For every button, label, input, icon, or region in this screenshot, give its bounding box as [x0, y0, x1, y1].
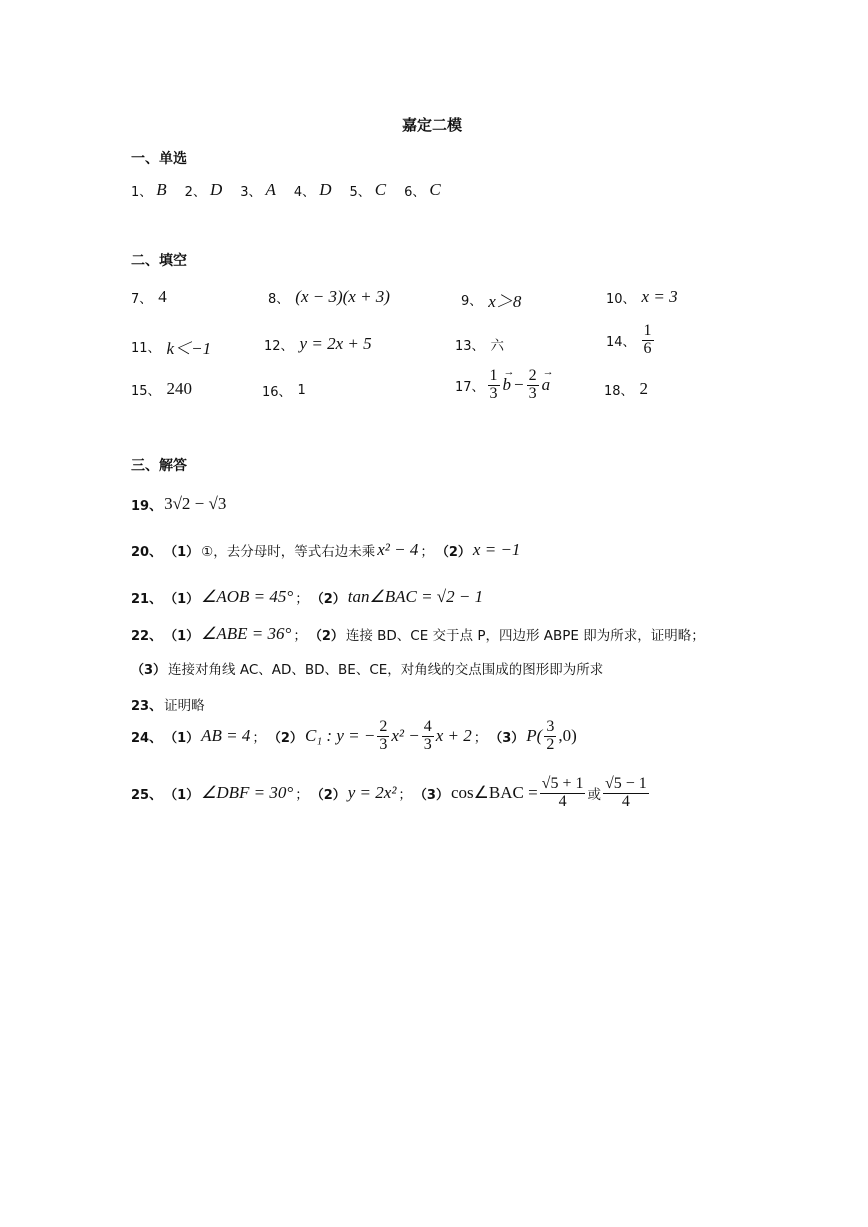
question-number: 5、 [349, 184, 371, 200]
solve-item-23 [131, 694, 205, 714]
separator: ； [295, 787, 309, 804]
part-label: （1） [164, 591, 200, 607]
section-heading-single-choice: 一、单选 [131, 151, 187, 167]
denominator: 4 [621, 792, 630, 810]
conjunction-text: 或 [587, 787, 601, 804]
math-expression: x² − 4 [377, 540, 419, 559]
answer: D [319, 180, 332, 199]
answer: C [429, 180, 441, 199]
solve-item-24 [131, 719, 577, 754]
question-number: 12、 [264, 338, 294, 354]
fraction [603, 776, 649, 811]
separator: ； [420, 544, 434, 560]
question-number: 15、 [131, 383, 161, 399]
separator: ； [295, 591, 309, 607]
math-expression: tan∠BAC = √2 − 1 [347, 587, 484, 606]
vector-a [541, 366, 554, 395]
vector-b [502, 366, 515, 395]
numerator: 3 [546, 718, 555, 735]
answer: k＜−1 [166, 339, 212, 358]
fill-item-14 [606, 323, 654, 358]
fraction [422, 719, 434, 754]
part-label: （2） [435, 544, 471, 560]
question-number: 2、 [184, 184, 206, 200]
numerator: 2 [379, 718, 388, 735]
separator: ； [293, 628, 307, 644]
part-label: （2） [267, 730, 303, 746]
question-number: 6、 [404, 184, 426, 200]
question-number: 20、 [131, 544, 163, 560]
fraction [642, 323, 654, 358]
question-number: 9、 [461, 294, 483, 309]
question-number: 13、 [455, 338, 485, 354]
math-expression: ,0) [558, 726, 577, 746]
single-choice-row [131, 180, 441, 200]
answer-text: 连接对角线 AC、AD、BD、BE、CE，对角线的交点围成的图形即为所求 [168, 662, 604, 678]
part-label: （1） [164, 544, 200, 560]
answer: y = 2x + 5 [299, 334, 372, 353]
question-number: 23、 [131, 698, 163, 714]
question-number: 19、 [131, 498, 163, 514]
part-label: （1） [164, 730, 200, 746]
answer: 3√2 − √3 [164, 494, 227, 513]
math-expression: x = −1 [472, 540, 521, 559]
question-number: 17、 [455, 379, 485, 395]
math-expression: y = 2x² [347, 783, 397, 803]
question-number: 14、 [606, 334, 636, 350]
answer: x＞8 [488, 292, 522, 311]
answer: x = 3 [641, 287, 678, 306]
denominator: 3 [379, 735, 388, 753]
answer: 4 [158, 287, 167, 306]
solve-item-20 [131, 540, 520, 560]
vector-arrow-icon: → [503, 366, 515, 379]
question-number: 7、 [131, 291, 153, 307]
fill-item-9 [461, 287, 521, 312]
fill-item-10 [606, 287, 678, 307]
fill-item-17 [455, 366, 554, 403]
section-heading-solve: 三、解答 [131, 458, 187, 474]
answer: C [374, 180, 387, 199]
part-label: （2） [310, 787, 346, 803]
answer: 六 [490, 338, 505, 354]
fill-item-15 [131, 379, 192, 399]
part-label: （3） [489, 730, 525, 746]
math-expression: P( [526, 726, 543, 746]
math-expression: C₁ : y = − [304, 726, 376, 746]
answer: A [265, 180, 276, 199]
denominator: 4 [558, 792, 567, 810]
vector-symbol: a [541, 375, 551, 395]
fill-item-8 [268, 287, 390, 307]
solve-item-22 [131, 624, 705, 644]
part-label: （1） [164, 787, 200, 803]
fill-item-11 [131, 334, 211, 359]
math-expression: cos∠BAC = [450, 783, 538, 803]
numerator: 4 [423, 718, 432, 735]
part-label: （1） [164, 628, 200, 644]
fill-item-12 [264, 334, 372, 354]
fraction [540, 776, 586, 811]
part-label: （3） [131, 662, 167, 678]
question-number: 18、 [604, 383, 634, 399]
part-label: （3） [413, 787, 449, 803]
question-number: 21、 [131, 591, 163, 607]
answer: 240 [166, 379, 193, 398]
operator: − [514, 375, 524, 395]
question-number: 8、 [268, 291, 290, 307]
question-number: 16、 [262, 385, 292, 400]
solve-item-21 [131, 587, 483, 607]
vector-arrow-icon: → [542, 366, 554, 379]
math-expression: x² − [391, 726, 420, 746]
fill-item-16 [262, 381, 306, 400]
question-number: 11、 [131, 341, 161, 356]
solve-item-19 [131, 494, 226, 514]
numerator: 1 [643, 322, 652, 339]
denominator: 2 [546, 735, 555, 753]
answer: (x − 3)(x + 3) [295, 287, 390, 306]
math-expression: x + 2 [435, 726, 472, 746]
fraction [377, 719, 389, 754]
answer-text: 连接 BD、CE 交于点 P，四边形 ABPE 即为所求，证明略； [345, 628, 705, 644]
solve-item-22-part3 [131, 658, 603, 678]
denominator: 3 [489, 384, 498, 402]
answer: D [209, 180, 223, 199]
question-number: 4、 [293, 184, 316, 200]
separator: ； [473, 730, 488, 747]
denominator: 3 [423, 735, 432, 753]
fraction [544, 719, 556, 754]
fill-item-18 [604, 379, 648, 399]
numerator: √5 + 1 [541, 775, 584, 792]
question-number: 10、 [606, 291, 636, 307]
answer-text: 证明略 [164, 698, 205, 714]
page-title: 嘉定二模 [402, 116, 463, 134]
question-number: 25、 [131, 787, 163, 803]
denominator: 3 [528, 384, 537, 402]
part-label: （2） [308, 628, 344, 644]
math-expression: AB = 4 [201, 726, 251, 746]
question-number: 3、 [240, 184, 262, 200]
answer: B [156, 180, 167, 199]
question-number: 22、 [131, 628, 163, 644]
denominator: 6 [643, 339, 652, 357]
answer: 2 [639, 379, 649, 398]
part-label: （2） [310, 591, 346, 607]
fill-item-7 [131, 287, 167, 307]
question-number: 24、 [131, 730, 163, 746]
fill-item-13 [455, 334, 504, 354]
numerator: √5 − 1 [604, 775, 647, 792]
fraction [527, 368, 539, 403]
numerator: 2 [528, 367, 537, 384]
separator: ； [252, 730, 266, 747]
solve-item-25 [131, 776, 649, 811]
separator: ； [398, 787, 412, 804]
numerator: 1 [489, 367, 498, 384]
fraction [488, 368, 500, 403]
section-heading-fill-blank: 二、填空 [131, 253, 187, 269]
answer: 1 [297, 383, 306, 398]
math-expression: ∠AOB = 45° [201, 587, 294, 606]
vector-symbol: b [502, 375, 512, 395]
math-expression: ∠DBF = 30° [201, 783, 294, 803]
question-number: 1、 [131, 184, 153, 200]
answer-text: ①，去分母时，等式右边未乘 [201, 544, 376, 560]
math-expression: ∠ABE = 36° [201, 624, 292, 643]
